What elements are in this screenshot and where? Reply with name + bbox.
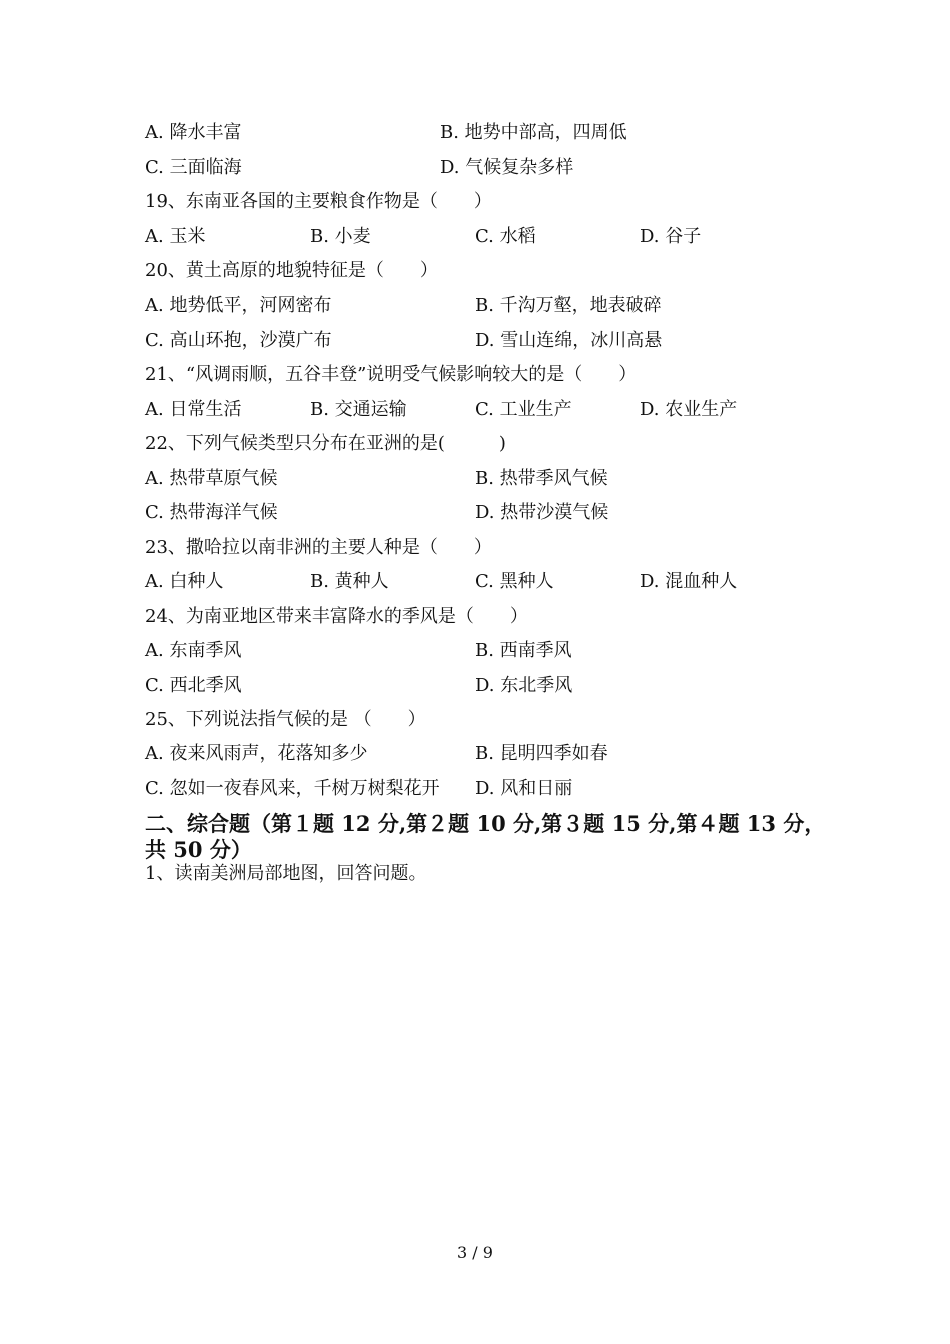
q23-option-c: C. 黑种人: [475, 571, 554, 592]
q24-option-d: D. 东北季风: [475, 675, 573, 696]
q18-option-c: C. 三面临海: [145, 157, 242, 178]
q18-option-b: B. 地势中部高，四周低: [440, 122, 627, 143]
q22-option-d: D. 热带沙漠气候: [475, 502, 609, 523]
q19-option-a: A. 玉米: [145, 226, 206, 247]
q24-option-a: A. 东南季风: [145, 640, 242, 661]
q19-option-b: B. 小麦: [310, 226, 371, 247]
q21-option-b: B. 交通运输: [310, 399, 407, 420]
q19-stem: 19、东南亚各国的主要粮食作物是（ ）: [145, 191, 492, 212]
q25-option-d: D. 风和日丽: [475, 778, 573, 799]
q20-option-c: C. 高山环抱，沙漠广布: [145, 330, 332, 351]
q21-option-a: A. 日常生活: [145, 399, 242, 420]
q21-stem: 21、“风调雨顺，五谷丰登”说明受气候影响较大的是（ ）: [145, 364, 637, 385]
q21-option-d: D. 农业生产: [640, 399, 738, 420]
comprehensive-q1-stem: 1、读南美洲局部地图，回答问题。: [145, 863, 427, 884]
q23-option-a: A. 白种人: [145, 571, 224, 592]
q25-option-b: B. 昆明四季如春: [475, 743, 608, 764]
q18-option-a: A. 降水丰富: [145, 122, 242, 143]
section-heading-line2: 共 50 分）: [145, 837, 252, 862]
q18-option-d: D. 气候复杂多样: [440, 157, 574, 178]
q24-option-c: C. 西北季风: [145, 675, 242, 696]
q23-option-b: B. 黄种人: [310, 571, 389, 592]
q20-stem: 20、黄土高原的地貌特征是（ ）: [145, 260, 438, 281]
q22-stem: 22、下列气候类型只分布在亚洲的是( ): [145, 433, 506, 454]
q22-option-c: C. 热带海洋气候: [145, 502, 278, 523]
section-heading-line1: 二、综合题（第１题 12 分,第２题 10 分,第３题 15 分,第４题 13 分，: [145, 811, 826, 836]
q22-option-b: B. 热带季风气候: [475, 468, 608, 489]
q19-option-c: C. 水稻: [475, 226, 536, 247]
q23-stem: 23、撒哈拉以南非洲的主要人种是（ ）: [145, 537, 492, 558]
q21-option-c: C. 工业生产: [475, 399, 572, 420]
q22-option-a: A. 热带草原气候: [145, 468, 278, 489]
q24-option-b: B. 西南季风: [475, 640, 572, 661]
q25-stem: 25、下列说法指气候的是 （ ）: [145, 709, 426, 730]
q20-option-a: A. 地势低平，河网密布: [145, 295, 332, 316]
q20-option-d: D. 雪山连绵，冰川高悬: [475, 330, 663, 351]
page-number: 3 / 9: [457, 1243, 493, 1262]
q25-option-a: A. 夜来风雨声，花落知多少: [145, 743, 368, 764]
q25-option-c: C. 忽如一夜春风来，千树万树梨花开: [145, 778, 440, 799]
q24-stem: 24、为南亚地区带来丰富降水的季风是（ ）: [145, 606, 528, 627]
q20-option-b: B. 千沟万壑，地表破碎: [475, 295, 662, 316]
q23-option-d: D. 混血种人: [640, 571, 738, 592]
q19-option-d: D. 谷子: [640, 226, 702, 247]
